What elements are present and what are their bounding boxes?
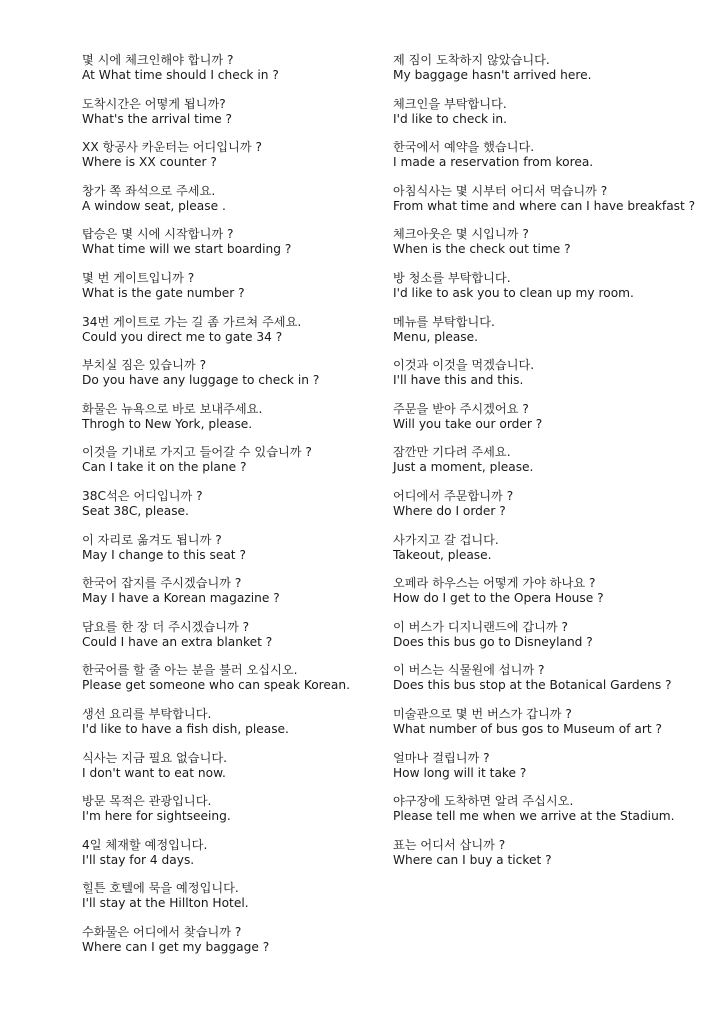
english-translation: I'll have this and this.: [393, 373, 524, 388]
english-translation: Will you take our order ?: [393, 416, 543, 431]
phrase-entry: [393, 573, 713, 617]
english-translation: From what time and where can I have breakfast ?: [393, 198, 696, 213]
korean-phrase: 사가지고 갈 겁니다.: [393, 532, 499, 547]
english-translation: I'd like to ask you to clean up my room.: [393, 285, 634, 300]
english-translation: I made a reservation from korea.: [393, 155, 594, 170]
phrase-entry: [393, 312, 713, 356]
korean-phrase: 체크인을 부탁합니다.: [393, 96, 507, 111]
english-translation: Can I take it on the plane ?: [82, 460, 247, 475]
english-translation: What number of bus gos to Museum of art ?: [393, 721, 662, 736]
phrase-entry: [393, 617, 713, 661]
phrase-entry: [393, 835, 713, 879]
korean-phrase: 34번 게이트로 가는 길 좀 가르쳐 주세요.: [82, 314, 302, 329]
korean-phrase: 체크아웃은 몇 시입니까 ?: [393, 227, 529, 242]
phrase-entry: [393, 486, 713, 530]
phrase-entry: [393, 791, 713, 835]
korean-phrase: 야구장에 도착하면 알려 주십시오.: [393, 794, 574, 809]
korean-phrase: 미술관으로 몇 번 버스가 갑니까 ?: [393, 706, 572, 721]
english-translation: What's the arrival time ?: [82, 111, 232, 126]
korean-phrase: 부치실 짐은 있습니까 ?: [82, 358, 207, 373]
korean-phrase: 메뉴를 부탁합니다.: [393, 314, 495, 329]
phrase-entry: [393, 94, 713, 138]
phrase-entry: [82, 748, 382, 792]
korean-phrase: XX 항공사 카운터는 어디입니까 ?: [82, 140, 262, 155]
phrase-entry: [393, 660, 713, 704]
phrase-entry: [82, 224, 382, 268]
english-translation: I don't want to eat now.: [82, 765, 226, 780]
korean-phrase: 38C석은 어디입니까 ?: [82, 488, 203, 503]
korean-phrase: 아침식사는 몇 시부터 어디서 먹습니까 ?: [393, 183, 608, 198]
korean-phrase: 4일 체재할 예정입니다.: [82, 837, 208, 852]
phrase-entry: [82, 486, 382, 530]
korean-phrase: 이 자리로 옮겨도 됩니까 ?: [82, 532, 222, 547]
phrase-entry: [82, 137, 382, 181]
english-translation: Takeout, please.: [393, 547, 492, 562]
phrase-entry: [393, 399, 713, 443]
phrase-entry: [82, 268, 382, 312]
english-translation: May I change to this seat ?: [82, 547, 246, 562]
phrase-entry: [82, 573, 382, 617]
phrase-entry: [82, 878, 382, 922]
korean-phrase: 방 청소를 부탁합니다.: [393, 270, 511, 285]
english-translation: At What time should I check in ?: [82, 68, 279, 82]
english-translation: What time will we start boarding ?: [82, 242, 292, 257]
english-translation: How long will it take ?: [393, 765, 527, 780]
english-translation: Could I have an extra blanket ?: [82, 634, 273, 649]
phrase-entry: [82, 312, 382, 356]
phrase-entry: [393, 268, 713, 312]
english-translation: Could you direct me to gate 34 ?: [82, 329, 283, 344]
phrase-entry: [393, 224, 713, 268]
english-translation: Throgh to New York, please.: [82, 416, 253, 431]
korean-phrase: 수화물은 어디에서 찾습니까 ?: [82, 924, 242, 939]
korean-phrase: 얼마나 걸립니까 ?: [393, 750, 490, 765]
phrase-entry: [82, 399, 382, 443]
korean-phrase: 잠깐만 기다려 주세요.: [393, 445, 511, 460]
korean-phrase: 몇 시에 체크인해야 합니까 ?: [82, 53, 234, 67]
english-translation: When is the check out time ?: [393, 242, 571, 257]
phrase-entry: [82, 50, 382, 94]
english-translation: I'll stay at the Hillton Hotel.: [82, 896, 249, 911]
korean-phrase: 방문 목적은 관광입니다.: [82, 794, 212, 809]
english-translation: What is the gate number ?: [82, 285, 245, 300]
phrase-entry: [393, 530, 713, 574]
korean-phrase: 도착시간은 어떻게 됩니까?: [82, 96, 226, 111]
korean-phrase: 한국에서 예약을 했습니다.: [393, 140, 535, 155]
phrase-entry: [82, 617, 382, 661]
phrase-entry: [82, 660, 382, 704]
english-translation: Where is XX counter ?: [82, 155, 217, 170]
korean-phrase: 식사는 지금 필요 없습니다.: [82, 750, 228, 765]
english-translation: Please get someone who can speak Korean.: [82, 678, 350, 693]
phrase-entry: [82, 835, 382, 879]
korean-phrase: 제 짐이 도착하지 않았습니다.: [393, 53, 550, 67]
korean-phrase: 화물은 뉴욕으로 바로 보내주세요.: [82, 401, 263, 416]
english-translation: I'm here for sightseeing.: [82, 809, 231, 824]
phrase-entry: [82, 442, 382, 486]
english-translation: Seat 38C, please.: [82, 503, 189, 518]
korean-phrase: 탑승은 몇 시에 시작합니까 ?: [82, 227, 234, 242]
english-translation: Just a moment, please.: [393, 460, 534, 475]
phrase-entry: [393, 748, 713, 792]
korean-phrase: 오페라 하우스는 어떻게 가야 하나요 ?: [393, 576, 596, 591]
phrase-entry: [82, 181, 382, 225]
korean-phrase: 표는 어디서 삽니까 ?: [393, 837, 506, 852]
phrase-entry: [393, 442, 713, 486]
korean-phrase: 이 버스가 디지니랜드에 갑니까 ?: [393, 619, 569, 634]
korean-phrase: 주문을 받아 주시겠어요 ?: [393, 401, 529, 416]
left-phrase-column: [82, 50, 382, 965]
korean-phrase: 어디에서 주문합니까 ?: [393, 488, 514, 503]
english-translation: How do I get to the Opera House ?: [393, 591, 604, 606]
phrase-entry: [393, 181, 713, 225]
phrase-entry: [393, 50, 713, 94]
korean-phrase: 한국어를 할 줄 아는 분을 불러 오십시오.: [82, 663, 298, 678]
english-translation: May I have a Korean magazine ?: [82, 591, 280, 606]
korean-phrase: 힐튼 호텔에 묵을 예정입니다.: [82, 881, 239, 896]
english-translation: Does this bus stop at the Botanical Gardens ?: [393, 678, 672, 693]
korean-phrase: 한국어 잡지를 주시겠습니까 ?: [82, 576, 242, 591]
english-translation: My baggage hasn't arrived here.: [393, 68, 592, 82]
english-translation: I'd like to check in.: [393, 111, 507, 126]
phrase-entry: [82, 94, 382, 138]
english-translation: I'll stay for 4 days.: [82, 852, 195, 867]
korean-phrase: 창가 쪽 좌석으로 주세요.: [82, 183, 216, 198]
korean-phrase: 생선 요리를 부탁합니다.: [82, 706, 212, 721]
english-translation: A window seat, please .: [82, 198, 226, 213]
right-phrase-column: [393, 50, 713, 878]
phrase-entry: [82, 704, 382, 748]
phrase-entry: [393, 355, 713, 399]
korean-phrase: 담요를 한 장 더 주시겠습니까 ?: [82, 619, 250, 634]
english-translation: I'd like to have a fish dish, please.: [82, 721, 289, 736]
phrase-entry: [393, 704, 713, 748]
korean-phrase: 이것과 이것을 먹겠습니다.: [393, 358, 535, 373]
phrase-entry: [82, 355, 382, 399]
phrase-entry: [82, 791, 382, 835]
english-translation: Does this bus go to Disneyland ?: [393, 634, 593, 649]
phrase-entry: [82, 530, 382, 574]
english-translation: Where can I buy a ticket ?: [393, 852, 552, 867]
english-translation: Where do I order ?: [393, 503, 506, 518]
phrase-entry: [393, 137, 713, 181]
korean-phrase: 이것을 기내로 가지고 들어갈 수 있습니까 ?: [82, 445, 312, 460]
phrase-entry: [82, 922, 382, 966]
english-translation: Do you have any luggage to check in ?: [82, 373, 320, 388]
korean-phrase: 이 버스는 식물원에 섭니까 ?: [393, 663, 545, 678]
korean-phrase: 몇 번 게이트입니까 ?: [82, 270, 195, 285]
english-translation: Menu, please.: [393, 329, 479, 344]
english-translation: Where can I get my baggage ?: [82, 939, 270, 954]
english-translation: Please tell me when we arrive at the Stadium.: [393, 809, 675, 824]
